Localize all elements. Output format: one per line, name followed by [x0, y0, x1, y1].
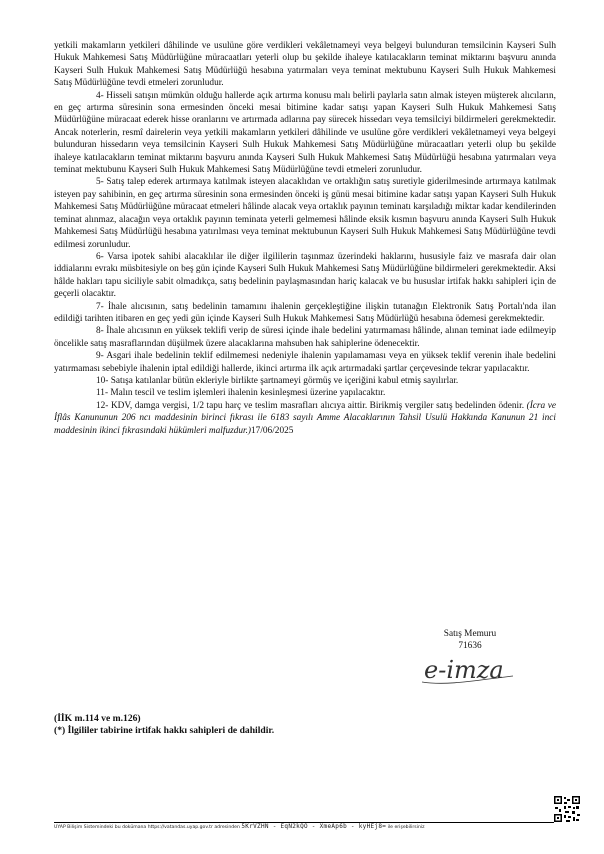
document-verification-code: 5KrVZHN - EqN2kQO - XmeAp6b - kyHEj8=	[241, 823, 387, 830]
paragraph-6: 6- Varsa ipotek sahibi alacaklılar ile diğer ilgililerin taşınmaz üzerindeki haklarını, hususiyle faiz ve masrafa dair olan iddialarını evrakı müsbitesiyle on beş gün içinde Kayseri Sulh Hukuk Mahkemesi Satış Müdürlüğüne bildirmeleri gerekmektedir. Aksi hâlde hakları tapu siciliyle sabit olmadıkça, satış bedelinin paylaşmasından hariç kalacak ve bu hususlar irtifak hakkı sahipleri için de geçerli olacaktır.	[54, 251, 556, 300]
signer-title: Satış Memuru	[443, 629, 497, 639]
paragraph-5: 5- Satış talep ederek artırmaya katılmak isteyen alacaklıdan ve ortaklığın satış suretiyle giderilmesinde artırmaya katılmak isteyen pay sahibinin, en geç artırma süresinin sona ermesinden önceki iş günü mesai bitimine kadar satışı yapan Kayseri Sulh Hukuk Mahkemesi Satış Müdürlüğüne müracaat etmeleri hâlinde alacak veya ortaklık payının teminatı karşıladığı miktar kadar kendilerinden teminat alınmaz, alacağın veya ortaklık payının teminata yeterli gelmemesi hâlinde eksik kısmın başvuru anında Kayseri Sulh Hukuk Mahkemesi Satış Müdürlüğü hesabına yatırılması veya teminat mektubunun Kayseri Sulh Hukuk Mahkemesi Satış Müdürlüğüne tevdi edilmesi zorunludur.	[54, 177, 556, 250]
interested-parties-note: (*) İlgililer tabirine irtifak hakkı sahipleri de dahildir.	[54, 725, 275, 737]
footer-suffix: ile erişebilirsiniz	[387, 825, 425, 830]
references-block	[54, 713, 274, 738]
paragraph-10: 10- Satışa katılanlar bütün ekleriyle birlikte şartnameyi görmüş ve içeriğini kabul etmiş sayılırlar.	[96, 375, 459, 386]
paragraph-8: 8- İhale alıcısının en yüksek teklifi verip de süresi içinde ihale bedelini yatırmaması hâlinde, alınan teminat iade edilmeyip öncelikle satış masraflarından düşülmek üzere alacaklarına mahsuben hak sahiplerine ödenecektir.	[54, 326, 556, 349]
e-signature-mark	[418, 650, 518, 690]
footer-text: UYAP Bilişim Sistemindeki bu dokümana https://vatandas.uyap.gov.tr adresinden	[54, 825, 240, 830]
law-reference: (İİK m.114 ve m.126)	[54, 713, 141, 724]
document-body	[54, 40, 556, 437]
paragraph-12-text: 12- KDV, damga vergisi, 1/2 tapu harç ve teslim masrafları alıcıya aittir. Birikmiş vergiler satış bedelinden ödenir.	[96, 400, 525, 411]
e-signature-text: e-imza	[424, 656, 504, 684]
paragraph-4: 4- Hisseli satışın mümkün olduğu hallerde açık artırma konusu malı belirli paylarla satın almak isteyen müşterek alıcıların, en geç artırma süresinin sona ermesinden önceki mesai bitimine kadar satışı yapan Kayseri Sulh Hukuk Mahkemesi Satış Müdürlüğüne müracaat ederek hisse oranlarını ve artırmada adlarına pay sürecek hissedarı veya temsilciyi bildirmeleri gerekmektedir. Ancak noterlerin, resmî dairelerin veya yetkili makamların yetkileri dâhilinde ve usulüne göre verdikleri vekâletnameyi veya belgeyi bulunduran hissedarın veya temsilcinin Kayseri Sulh Hukuk Mahkemesi Satış Müdürlüğüne müracaatları yeterli olup bu şekilde ihaleye katılacakların teminat miktarını başvuru anında Kayseri Sulh Hukuk Mahkemesi Satış Müdürlüğü hesabına yatırmaları veya teminat mektubunu Kayseri Sulh Hukuk Mahkemesi Satış Müdürlüğüne tevdi etmeleri zorunludur.	[54, 90, 556, 176]
paragraph-12	[54, 400, 556, 437]
footer	[54, 823, 425, 830]
document-date: 17/06/2025	[251, 425, 294, 436]
qr-code-icon	[553, 795, 581, 823]
paragraph-9: 9- Asgari ihale bedelinin teklif edilmemesi nedeniyle ihalenin yapılamaması veya en yüksek teklif verenin ihale bedelini yatırmaması sebebiyle ihalenin iptal edildiği hallerde, ikinci artırma ilk açık artırmadaki şartlar çerçevesinde tekrar yapılacaktır.	[54, 351, 556, 374]
paragraph-11: 11- Malın tescil ve teslim işlemleri ihalenin kesinleşmesi üzerine yapılacaktır.	[96, 388, 386, 399]
paragraph-12-legal-note: (İcra ve İflâs Kanununun 206 ncı maddesinin birinci fıkrası ile 6183 sayılı Amme Alacaklarının Tahsil Usulü Hakkında Kanunun 21 inci maddesinin ikinci fıkrasındaki hükümleri malfuzdur.)	[54, 400, 556, 436]
signer-number: 71636	[458, 641, 482, 652]
paragraph-continuation: yetkili makamların yetkileri dâhilinde ve usulüne göre verdikleri vekâletnameyi veya belgeyi bulunduran temsilcinin Kayseri Sulh Hukuk Mahkemesi Satış Müdürlüğüne müracaatları yeterli olup bu şekilde ihaleye katılacakların teminat miktarını başvuru anında Kayseri Sulh Hukuk Mahkemesi Satış Müdürlüğü hesabına yatırmaları veya teminat mektubunu Kayseri Sulh Hukuk Mahkemesi Satış Müdürlüğüne tevdi etmeleri zorunludur.	[54, 41, 556, 89]
paragraph-7: 7- İhale alıcısının, satış bedelinin tamamını ihalenin gerçekleştiğine ilişkin tutanağın Elektronik Satış Portalı'nda ilan edildiği tarihten itibaren en geç yedi gün içinde Kayseri Sulh Hukuk Mahkemesi Satış Müdürlüğü hesabına ödemesi gerekmektedir.	[54, 301, 556, 324]
